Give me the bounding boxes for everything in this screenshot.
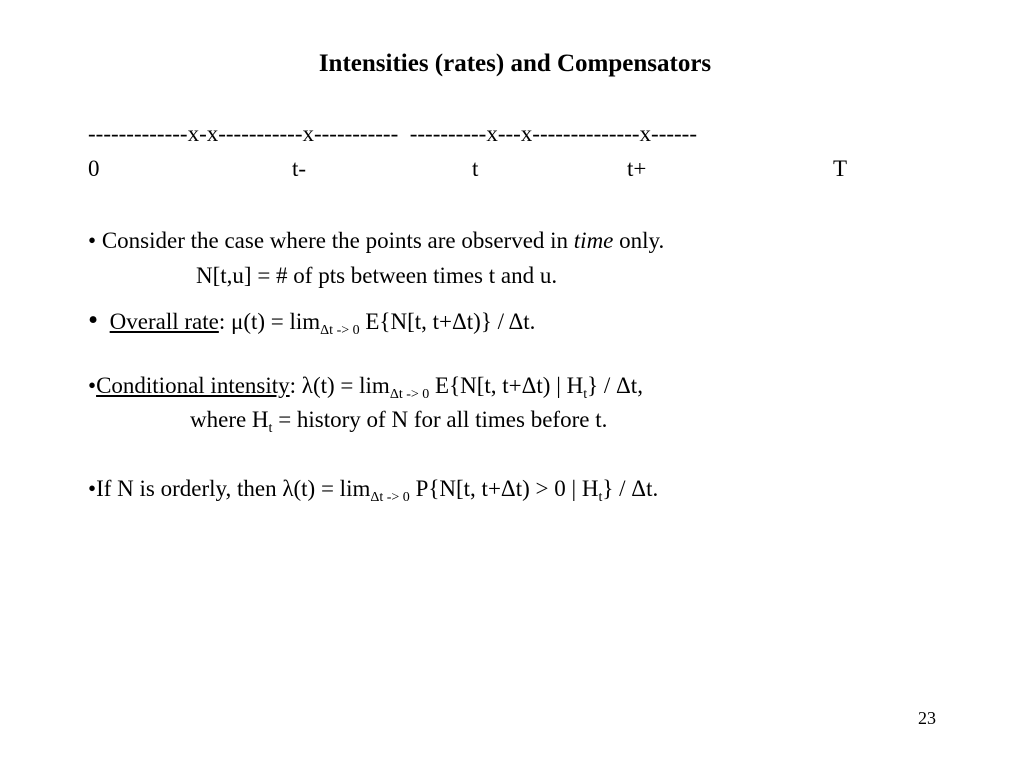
emphasis-time: time: [573, 228, 614, 253]
bullet-overall-rate: [88, 304, 535, 337]
where-pre: where H: [190, 407, 269, 432]
label-zero: 0: [88, 156, 100, 181]
conditional-sub: Δt -> 0: [389, 387, 430, 402]
bullet-mark: •: [88, 476, 97, 501]
where-sub-t: t: [268, 421, 273, 436]
conditional-intensity-label: Conditional intensity: [96, 373, 290, 398]
conditional-expr-2: E{N[t, t+Δt) | H: [429, 373, 584, 398]
consider-text: Consider the case where the points are observed in: [101, 228, 574, 253]
label-t-minus: t-: [292, 156, 307, 181]
slide-title: Intensities (rates) and Compensators: [318, 50, 712, 77]
bullet-orderly: [88, 476, 659, 505]
consider-suffix: only.: [613, 228, 665, 253]
orderly-expr-2: P{N[t, t+Δt) > 0 | H: [409, 476, 599, 501]
overall-rate-label: Overall rate: [109, 309, 219, 334]
label-t-plus: t+: [627, 156, 647, 181]
conditional-sub-t: t: [583, 387, 588, 402]
orderly-expr-1: If N is orderly, then λ(t) = lim: [96, 476, 371, 501]
overall-expr-2: E{N[t, t+Δt)} / Δt.: [359, 309, 536, 334]
timeline-labels: [0, 156, 1024, 186]
page-number: 23: [918, 708, 936, 728]
timeline-axis: -------------x-x-----------x----------- ----------x---x--------------x------: [88, 121, 697, 146]
where-history: [190, 407, 608, 436]
conditional-expr-1: : λ(t) = lim: [289, 373, 390, 398]
bullet-consider: [88, 228, 664, 254]
bullet-mark: •: [88, 373, 97, 398]
orderly-sub: Δt -> 0: [370, 490, 410, 505]
where-post: = history of N for all times before t.: [272, 407, 608, 432]
overall-sub: Δt -> 0: [320, 323, 360, 338]
label-capital-t: T: [833, 156, 848, 181]
bullet-conditional-intensity: [88, 373, 643, 402]
definition-n: N[t,u] = # of pts between times t and u.: [196, 263, 558, 288]
orderly-expr-3: } / Δt.: [602, 476, 659, 501]
bullet-mark: •: [88, 304, 99, 336]
orderly-sub-t: t: [598, 490, 603, 505]
conditional-expr-3: } / Δt,: [587, 373, 643, 398]
overall-expr-1: : μ(t) = lim: [218, 309, 321, 334]
bullet-mark: •: [88, 228, 97, 253]
label-t: t: [472, 156, 479, 181]
